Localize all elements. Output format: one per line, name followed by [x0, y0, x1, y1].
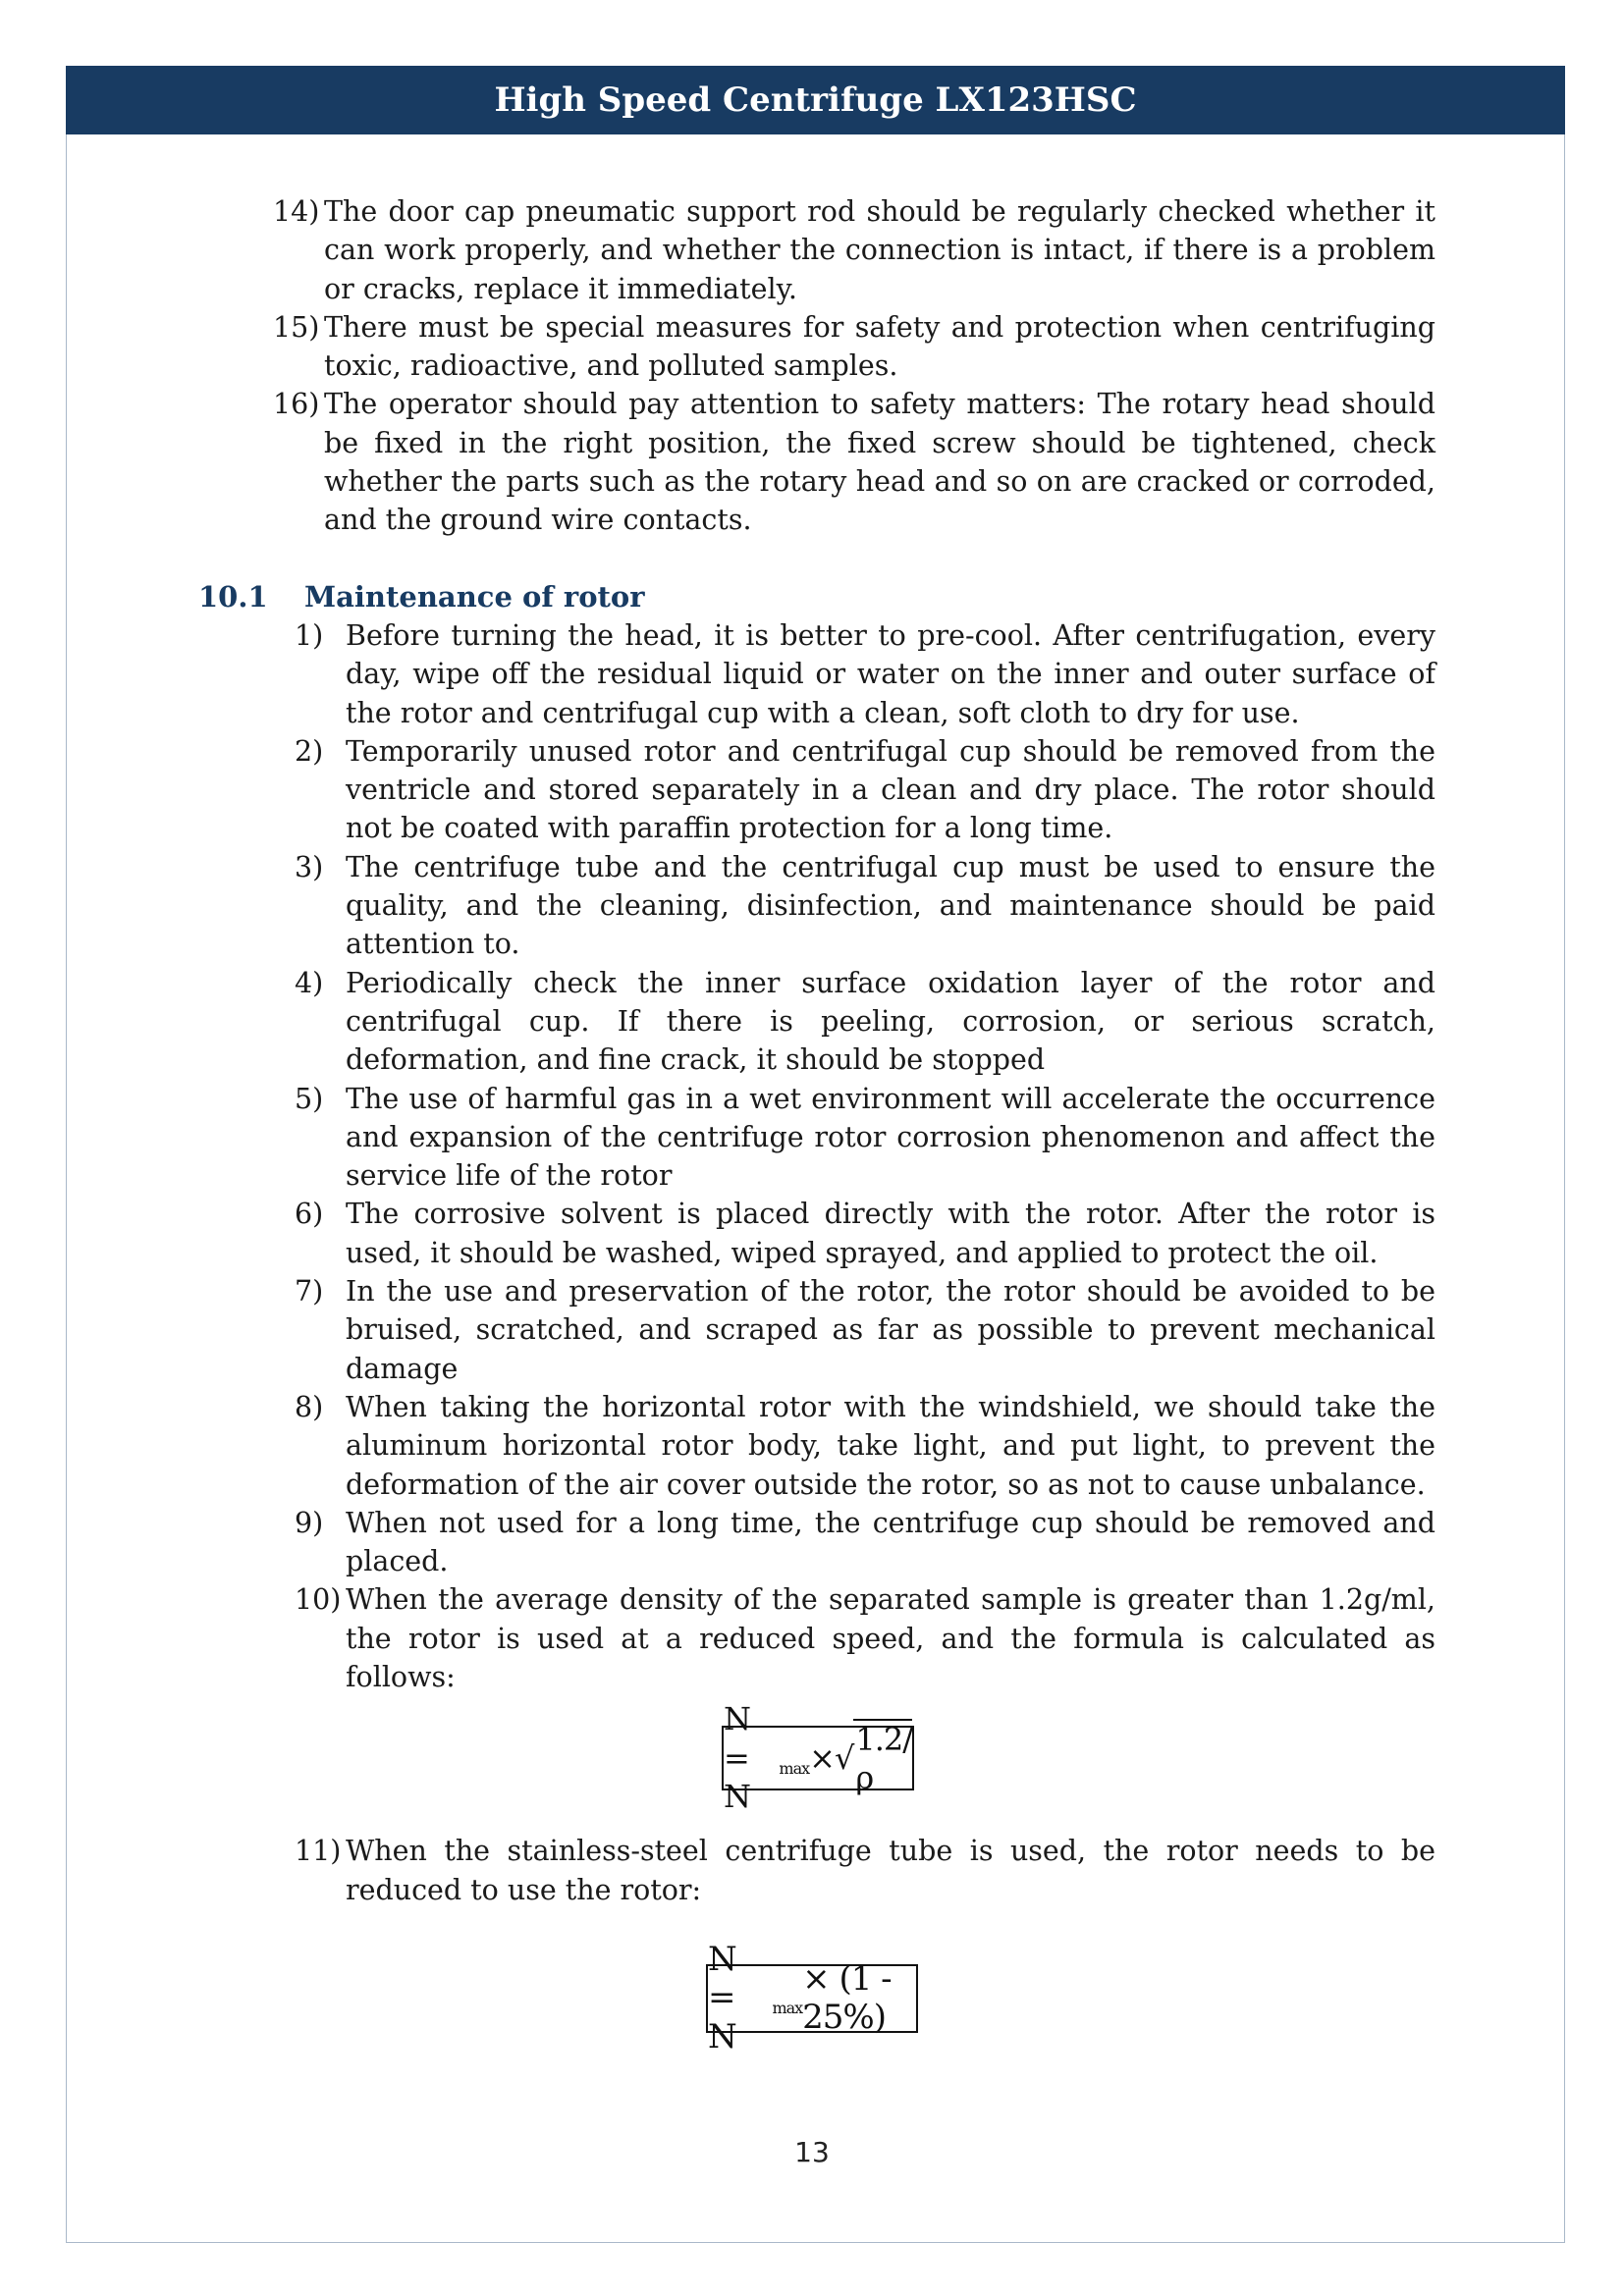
- list-item-number: 14): [273, 195, 320, 228]
- page-content: [0, 192, 1624, 2056]
- formula-rhs: × (1 - 25%): [802, 1958, 892, 2037]
- list-item-number: 16): [273, 388, 320, 421]
- formula-lhs: N = N: [724, 1700, 750, 1815]
- list-item-text: Before turning the head, it is better to pre-cool. After centrifugation, every day, wipe off the residual liquid or water on the inner and outer surface of the rotor and centrifugal cup with a clean, soft cloth to dry for use.: [346, 618, 1435, 729]
- rotor-item-10: [295, 1580, 1435, 1696]
- list-item-text: The operator should pay attention to safety matters: The rotary head should be fixed in the right position, the fixed screw should be tightened, check whether the parts such as the rotary head and so on are cracked or corroded, and the ground wire contacts.: [324, 388, 1435, 537]
- list-item-number: 7): [295, 1275, 324, 1308]
- formula-subscript: max: [772, 1999, 803, 2018]
- list-item-number: 9): [295, 1506, 324, 1539]
- list-item-number: 4): [295, 966, 324, 999]
- list-item-text: When taking the horizontal rotor with the windshield, we should take the aluminum horizontal rotor body, take light, and put light, to prevent the deformation of the air cover outside the rotor, so as not to cause unbalance.: [346, 1390, 1435, 1501]
- list-item-15: [273, 308, 1435, 386]
- formula-operator: ×: [809, 1738, 835, 1777]
- page-number: 13: [794, 2136, 830, 2168]
- list-item-14: [273, 192, 1435, 308]
- list-item-number: 11): [295, 1835, 342, 1868]
- formula-radicand: 1.2/ρ: [855, 1720, 912, 1797]
- list-item-text: There must be special measures for safety and protection when centrifuging toxic, radioactive, and polluted samples.: [324, 310, 1435, 383]
- list-item-text: When the average density of the separated sample is greater than 1.2g/ml, the rotor is used at a reduced speed, and the formula is calculated as follows:: [346, 1583, 1435, 1693]
- rotor-item-3: [295, 848, 1435, 964]
- list-item-text: The door cap pneumatic support rod should be regularly checked whether it can work properly, and whether the connection is intact, if there is a problem or cracks, replace it immediately.: [324, 195, 1435, 305]
- list-item-text: When the stainless-steel centrifuge tube is used, the rotor needs to be reduced to use the rotor:: [346, 1835, 1435, 1906]
- list-item-text: In the use and preservation of the rotor, the rotor should be avoided to be bruised, scratched, and scraped as far as possible to prevent mechanical damage: [346, 1275, 1435, 1385]
- list-item-number: 5): [295, 1082, 324, 1115]
- rotor-item-1: [295, 616, 1435, 732]
- list-item-text: The use of harmful gas in a wet environment will accelerate the occurrence and expansion of the centrifuge rotor corrosion phenomenon and affect the service life of the rotor: [346, 1082, 1435, 1193]
- list-item-text: Temporarily unused rotor and centrifugal cup should be removed from the ventricle and stored separately in a clean and dry place. The rotor should not be coated with paraffin protection for a long time.: [346, 734, 1435, 845]
- formula-reduced-speed-density: [0, 1696, 1624, 1832]
- formula-box: [706, 1939, 918, 2056]
- rotor-item-8: [295, 1388, 1435, 1504]
- rotor-item-9: [295, 1504, 1435, 1581]
- rotor-item-5: [295, 1080, 1435, 1196]
- list-item-16: [273, 385, 1435, 539]
- rotor-item-2: [295, 732, 1435, 848]
- section-title: Maintenance of rotor: [304, 579, 645, 614]
- rotor-item-11: [295, 1832, 1435, 1909]
- list-item-number: 10): [295, 1583, 342, 1617]
- list-item-text: Periodically check the inner surface oxidation layer of the rotor and centrifugal cup. If there is peeling, corrosion, or serious scratch, deformation, and fine crack, it should be stopped: [346, 966, 1435, 1077]
- list-item-number: 3): [295, 850, 324, 883]
- list-item-number: 8): [295, 1390, 324, 1423]
- list-item-number: 6): [295, 1198, 324, 1231]
- formula-lhs: N = N: [708, 1939, 736, 2056]
- list-item-text: When not used for a long time, the centrifuge cup should be removed and placed.: [346, 1506, 1435, 1578]
- rotor-item-7: [295, 1272, 1435, 1388]
- section-heading: [198, 578, 1624, 616]
- document-header: [66, 66, 1565, 134]
- sqrt-symbol: √: [834, 1738, 854, 1777]
- formula-box: [722, 1700, 914, 1815]
- list-item-number: 1): [295, 618, 324, 652]
- formula-subscript: max: [779, 1758, 810, 1778]
- list-item-number: 15): [273, 310, 320, 344]
- section-number: 10.1: [198, 579, 268, 614]
- formula-reduced-speed-steel: [0, 1909, 1624, 2056]
- list-item-number: 2): [295, 734, 324, 768]
- rotor-item-6: [295, 1195, 1435, 1272]
- document-title: High Speed Centrifuge LX123HSC: [494, 80, 1137, 120]
- rotor-item-4: [295, 964, 1435, 1080]
- list-item-text: The centrifuge tube and the centrifugal cup must be used to ensure the quality, and the cleaning, disinfection, and maintenance should be paid attention to.: [346, 850, 1435, 961]
- list-item-text: The corrosive solvent is placed directly with the rotor. After the rotor is used, it should be washed, wiped sprayed, and applied to protect the oil.: [346, 1198, 1435, 1269]
